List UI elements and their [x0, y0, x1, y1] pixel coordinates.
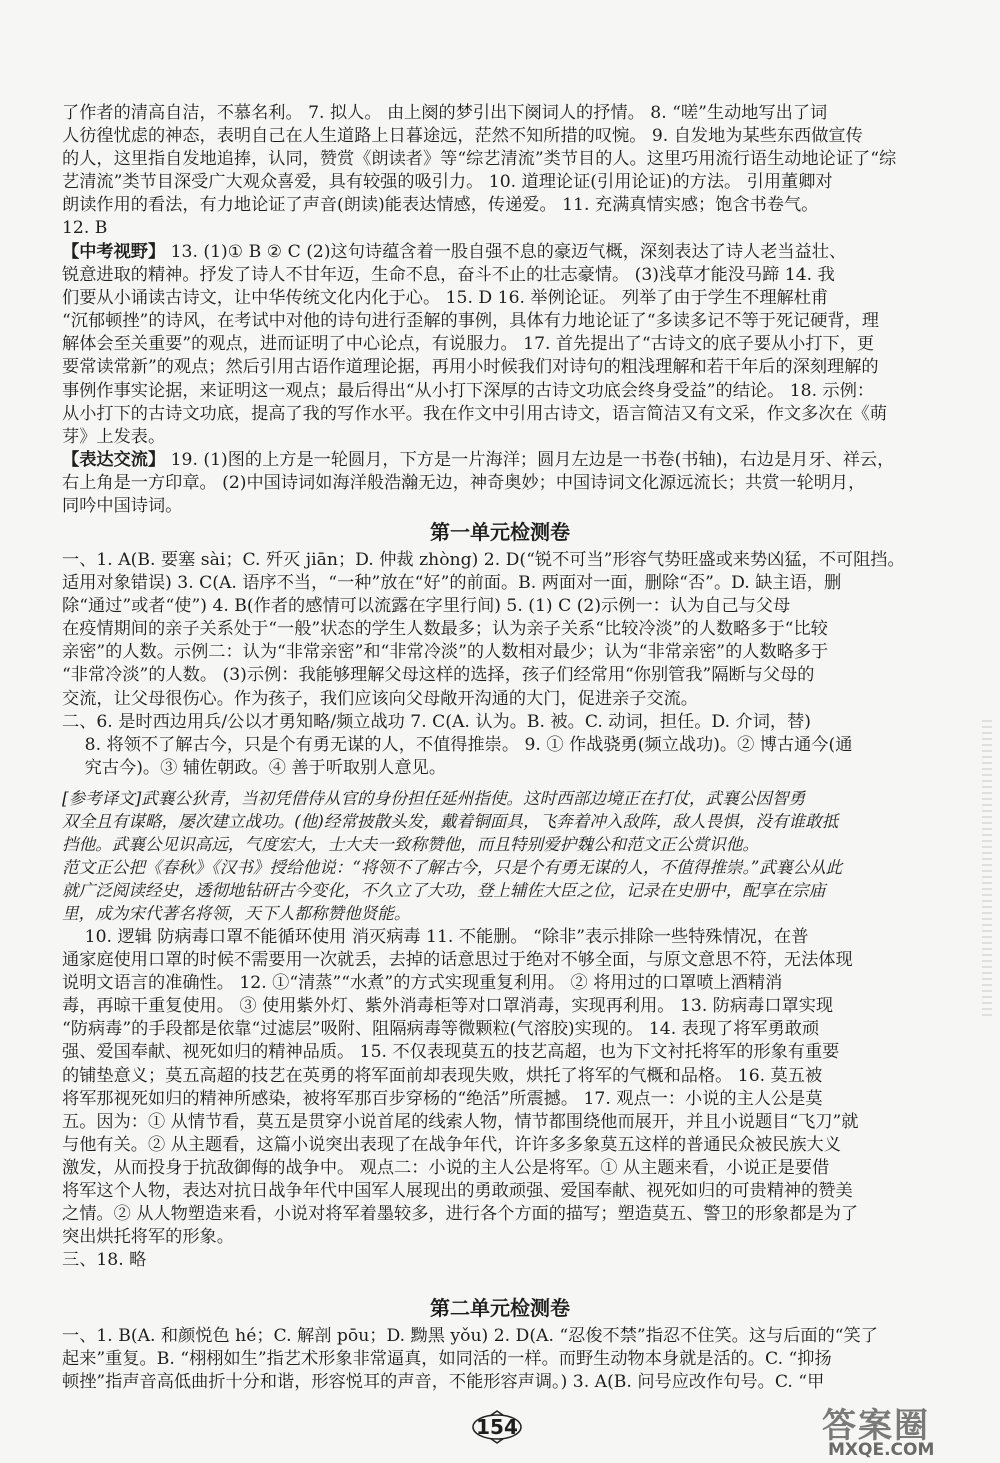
- biaoda-section: [62, 449, 940, 518]
- text-line: 的铺垫意义；莫五高超的技艺在英勇的将军面前却表现失败，烘托了将军的气概和品格。 16. 莫五被: [62, 1065, 823, 1086]
- text-line: 除“通过”或者“使”) 4. B(作者的感情可以流露在字里行间) 5. (1) C (2)示例一：认为自己与父母: [62, 596, 791, 617]
- text-line: 在疫情期间的亲子关系处于“一般”状态的学生人数最多；认为亲子关系“比较冷淡”的人数略多于“比较: [62, 619, 828, 640]
- text-line: 二、6. 是时西边用兵/公以才勇知略/频立战功 7. C(A. 认为。B. 被。C. 动词，担任。D. 介词，替): [62, 711, 811, 732]
- text-line: 范文正公把《春秋》《汉书》授给他说：“将领不了解古今，只是个有勇无谋的人，不值得推崇。”武襄公从此: [62, 858, 843, 878]
- text-line: 通家庭使用口罩的时候不需要用一次就丢，去掉的话意思过于绝对不够全面，与原文意思不符，无法体现: [62, 950, 853, 971]
- watermark: [812, 1398, 990, 1458]
- text-line: 12. B: [62, 218, 108, 239]
- text-line: 将军那视死如归的精神所感染，被将军那百步穿杨的“绝活”所震撼。 17. 观点一：小说的主人公是莫: [62, 1088, 823, 1109]
- text-line: 顿挫”指声音高低曲折十分和谐，形容悦耳的声音，不能形容声调。) 3. A(B. 问号应改作句号。C. “甲: [62, 1372, 825, 1393]
- text-line: 说明文语言的准确性。 12. ①“清蒸”“水煮”的方式实现重复利用。 ② 将用过的口罩喷上酒精消: [62, 973, 783, 994]
- text-line: 一、1. A(B. 要塞 sài；C. 歼灭 jiān；D. 仲裁 zhòng) 2. D(“锐不可当”形容气势旺盛或来势凶猛，不可阻挡。: [62, 550, 905, 570]
- text-line: 要常读常新”的观点；然后引用古语作道理论据，再用小时候我们对诗句的粗浅理解和若干年后的深刻理解的: [62, 357, 879, 378]
- unit1-answers-continued: [62, 926, 940, 1272]
- text-line: 亲密”的人数。示例二：认为“非常亲密”和“非常冷淡”的人数相对最少；认为“非常亲密”的人数略多于: [62, 642, 829, 663]
- continued-answers: [62, 102, 940, 241]
- page-number: 154: [466, 1409, 528, 1445]
- text-line: 五。因为：① 从情节看，莫五是贯穿小说首尾的线索人物，情节都围绕他而展开，并且小说题目“飞刀”就: [62, 1111, 859, 1132]
- text-line: 里，成为宋代著名将领，天下人都称赞他贤能。: [62, 904, 411, 924]
- text-line: 毒，再晾干重复使用。 ③ 使用紫外灯、紫外消毒柜等对口罩消毒，实现再利用。 13. 防病毒口罩实现: [62, 996, 834, 1017]
- text-line: 人彷徨忧虑的神态，表明自己在人生道路上日暮途远，茫然不知所措的叹惋。 9. 自发地为某些东西做宣传: [62, 126, 863, 147]
- text-line: 【中考视野】 13. (1)① B ② C (2)这句诗蕴含着一股自强不息的豪迈气概，深刻表达了诗人老当益壮、: [62, 242, 847, 262]
- text-line: 强、爱国奉献、视死如归的精神品质。 15. 不仅表现莫五的技艺高超，也为下文衬托将军的形象有重要: [62, 1042, 840, 1063]
- text-line: 从小打下的古诗文功底，提高了我的写作水平。我在作文中引用古诗文，语言简洁又有文采，作文多次在《萌: [62, 403, 888, 424]
- watermark-logo: 答案圈: [822, 1406, 930, 1446]
- text-line: 一、1. B(A. 和颜悦色 hé；C. 解剖 pōu；D. 黝黑 yǒu) 2. D(A. “忍俊不禁”指忍不住笑。这与后面的“笑了: [62, 1326, 878, 1346]
- text-line: 突出烘托将军的形象。: [62, 1227, 234, 1248]
- text-line: 适用对象错误) 3. C(A. 语序不当，“一种”放在“好”的前面。B. 两面对一面，删除“否”。D. 缺主语，删: [62, 573, 842, 594]
- text-line: 究古今)。③ 辅佐朝政。④ 善于听取别人意见。: [62, 757, 447, 778]
- text-line: 事例作事实论据，来证明这一观点；最后得出“从小打下深厚的古诗文功底会终身受益”的结论。 18. 示例：: [62, 380, 875, 401]
- text-line: 将军这个人物，表达对抗日战争年代中国军人展现出的勇敢顽强、爱国奉献、视死如归的可贵精神的赞美: [62, 1181, 853, 1202]
- reference-translation: [62, 787, 940, 926]
- text-line: [参考译文]武襄公狄青，当初凭借侍从官的身份担任延州指使。这时西部边境正在打仗，武襄公因智勇: [62, 789, 806, 808]
- text-line: 三、18. 略: [62, 1250, 147, 1271]
- text-line: 双全且有谋略，屡次建立战功。(他)经常披散头发，戴着铜面具，飞奔着冲入敌阵，敌人畏惧，没有谁敢抵: [62, 812, 839, 832]
- text-line: 右上角是一方印章。 (2)中国诗词如海洋般浩瀚无边，神奇奥妙；中国诗词文化源远流长；共赏一轮明月，: [62, 473, 866, 494]
- text-line: 【表达交流】 19. (1)图的上方是一轮圆月，下方是一片海洋；圆月左边是一书卷(书轴)，右边是月牙、祥云，: [62, 450, 895, 470]
- text-line: 挡他。武襄公见识高远，气度宏大，士大夫一致称赞他，而且特别爱护魏公和范文正公赏识他。: [62, 835, 759, 855]
- text-line: 了作者的清高自洁，不慕名利。 7. 拟人。 由上阕的梦引出下阕词人的抒情。 8. “嗟”生动地写出了词: [62, 103, 828, 123]
- text-line: “防病毒”的手段都是依靠“过滤层”吸附、阻隔病毒等微颗粒(气溶胶)实现的。 14. 表现了将军勇敢顽: [62, 1019, 820, 1040]
- text-line: “沉郁顿挫”的诗风，在考试中对他的诗句进行歪解的事例，具体有力地论证了“多读多记不等于死记硬背，理: [62, 311, 879, 332]
- text-line: 10. 逻辑 防病毒口罩不能循环使用 消灭病毒 11. 不能删。 “除非”表示排除一些特殊情况，在普: [62, 927, 809, 947]
- section-tag: 【表达交流】: [62, 450, 166, 470]
- text-line: 们要从小诵读古诗文，让中华传统文化内化于心。 15. D 16. 举例论证。 列举了由于学生不理解杜甫: [62, 288, 829, 309]
- unit2-answers: [62, 1325, 940, 1394]
- unit1-title: 第一单元检测卷: [430, 520, 570, 544]
- text-line: 之情。② 从人物塑造来看，小说对将军着墨较多，进行各个方面的描写；塑造莫五、警卫的形象都是为了: [62, 1204, 859, 1225]
- text-line: 同吟中国诗词。: [62, 496, 183, 517]
- text-line: “非常冷淡”的人数。 (3)示例：我能够理解父母这样的选择，孩子们经常用“你别管我”隔断与父母的: [62, 665, 815, 686]
- text-line: 解体会至关重要”的观点，进而证明了中心论点，有说服力。 17. 首先提出了“古诗文的底子要从小打下，更: [62, 334, 875, 355]
- text-line: 与他有关。② 从主题看，这篇小说突出表现了在战争年代，许许多多象莫五这样的普通民众被民族大义: [62, 1134, 841, 1155]
- watermark-url: MXQE.COM: [828, 1440, 935, 1460]
- text-line: 的人，这里指自发地追捧，认同，赞赏《朗读者》等“综艺清流”类节目的人。这里巧用流行语生动地论证了“综: [62, 149, 897, 170]
- text-line: 就广泛阅读经史，透彻地钻研古今变化，不久立了大功，登上辅佐大臣之位，记录在史册中，配享在宗庙: [62, 881, 826, 901]
- unit2-title: 第二单元检测卷: [430, 1296, 570, 1320]
- text-line: 芽》上发表。: [62, 426, 166, 447]
- text-line: 激发，从而投身于抗敌御侮的战争中。 观点二：小说的主人公是将军。① 从主题来看，小说正是要借: [62, 1157, 830, 1178]
- text-line: 朗读作用的看法，有力地论证了声音(朗读)能表达情感，传递爱。 11. 充满真情实感；饱含书卷气。: [62, 195, 819, 216]
- zhongkao-section: [62, 241, 940, 449]
- section-tag: 【中考视野】: [62, 242, 166, 262]
- text-line: 起来”重复。B. “栩栩如生”指艺术形象非常逼真，如同活的一样。而野生动物本身就是活的。C. “抑扬: [62, 1349, 832, 1370]
- text-line: 交流，让父母很伤心。作为孩子，我们应该向父母敞开沟通的大门，促进亲子交流。: [62, 688, 698, 709]
- scan-artifact: [982, 720, 992, 1020]
- text-line: 8. 将领不了解古今，只是个有勇无谋的人，不值得推崇。 9. ① 作战骁勇(频立战功)。② 博古通今(通: [62, 734, 853, 755]
- text-line: 锐意进取的精神。抒发了诗人不甘年迈，生命不息，奋斗不止的壮志豪情。 (3)浅草才能没马蹄 14. 我: [62, 265, 835, 286]
- unit1-answers: [62, 549, 940, 780]
- text-line: 艺清流”类节目深受广大观众喜爱，具有较强的吸引力。 10. 道理论证(引用论证)的方法。 引用董卿对: [62, 172, 833, 193]
